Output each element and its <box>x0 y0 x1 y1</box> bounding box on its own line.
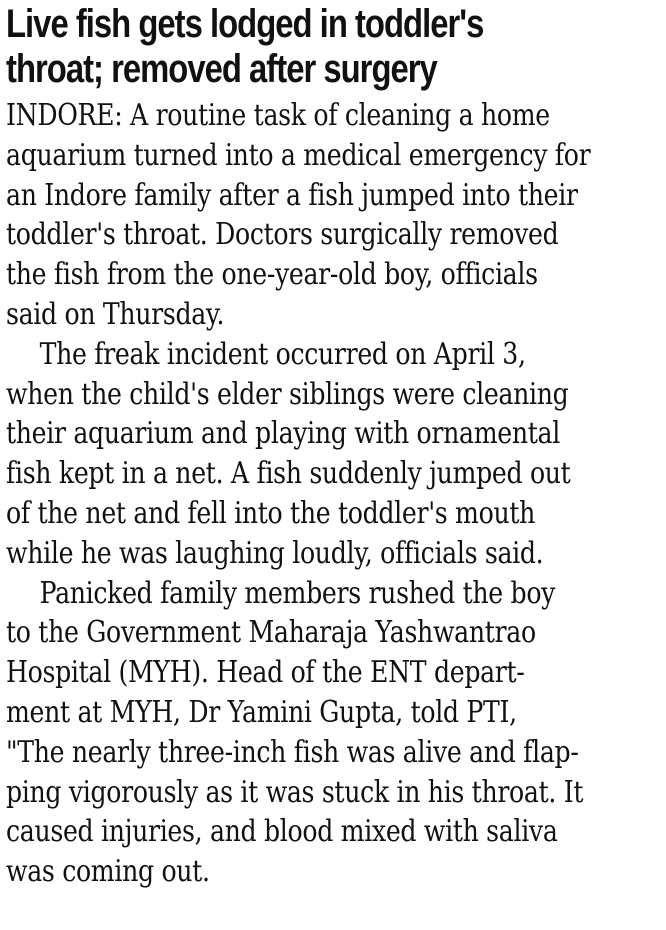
body-line: fish kept in a net. A fish suddenly jumped out <box>6 456 571 492</box>
body-line: Hospital (MYH). Head of the ENT depart- <box>6 655 525 691</box>
body-line: was coming out. <box>6 854 210 890</box>
body-line: aquarium turned into a medical emergency for <box>6 137 591 173</box>
article-body <box>6 96 666 892</box>
body-line: ment at MYH, Dr Yamini Gupta, told PTI, <box>6 694 517 730</box>
body-line: toddler's throat. Doctors surgically removed <box>6 217 559 253</box>
headline-line: Live fish gets lodged in toddler's <box>6 2 484 46</box>
headline-line: throat; removed after surgery <box>6 47 437 91</box>
body-line: ping vigorously as it was stuck in his throat. It <box>6 774 584 810</box>
body-line: to the Government Maharaja Yashwantrao <box>6 615 536 651</box>
body-line: of the net and fell into the toddler's mouth <box>6 495 536 531</box>
body-line: when the child's elder siblings were cleaning <box>6 376 569 412</box>
body-line: their aquarium and playing with ornamental <box>6 416 560 452</box>
paragraph-start-line: Panicked family members rushed the boy <box>39 575 556 611</box>
paragraph-start-line: The freak incident occurred on April 3, <box>39 336 526 372</box>
body-line: INDORE: A routine task of cleaning a home <box>6 98 550 133</box>
body-line: "The nearly three-inch fish was alive and flap- <box>6 734 579 770</box>
body-line: caused injuries, and blood mixed with saliva <box>6 814 558 850</box>
body-line: an Indore family after a fish jumped into their <box>6 177 578 213</box>
news-article <box>6 0 660 892</box>
headline <box>6 2 662 92</box>
body-line: the fish from the one-year-old boy, officials <box>6 257 538 293</box>
body-line: while he was laughing loudly, officials said. <box>6 535 544 571</box>
body-line: said on Thursday. <box>6 296 225 332</box>
